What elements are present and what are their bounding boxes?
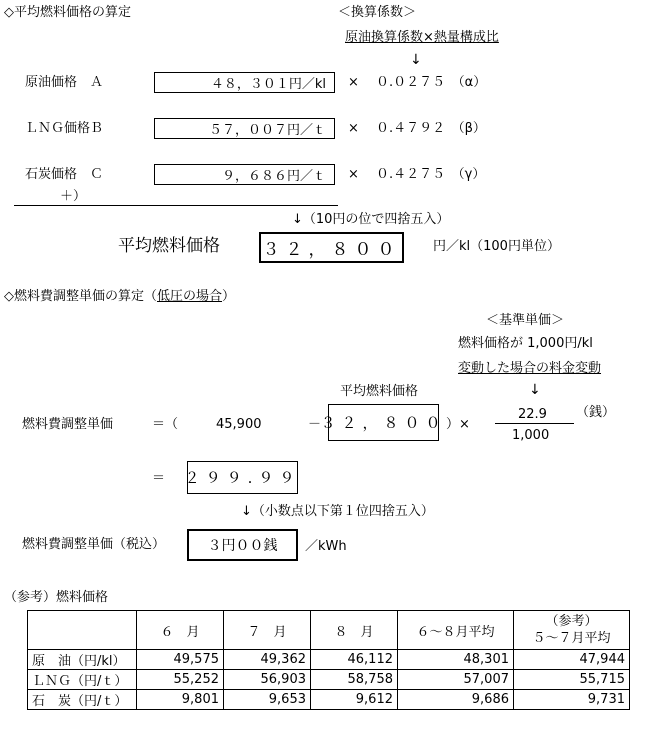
row-label: 石 炭（円/ｔ） <box>28 690 137 710</box>
down-arrow: ↓ <box>529 382 541 398</box>
section2-title: ◇燃料費調整単価の算定（低圧の場合） <box>4 289 236 304</box>
equals-sign: ＝ <box>152 471 166 486</box>
crude-price-box: ４８，３０１円／kl <box>154 72 335 93</box>
base-unit-line2: 変動した場合の料金変動 <box>458 361 602 376</box>
coal-price-box: ９，６８６円／ｔ <box>154 164 335 185</box>
table-cell: 9,612 <box>311 690 398 710</box>
times-sign: × <box>348 167 359 182</box>
plus-sign: ＋） <box>60 189 87 204</box>
sum-rule <box>14 205 338 206</box>
times-sign: × <box>348 75 359 90</box>
table-row <box>28 650 630 670</box>
average-price-operand-box: ３２，８００ <box>328 404 439 441</box>
average-price-unit: 円／kl（100円単位） <box>433 239 560 254</box>
fraction-denominator: 1,000 <box>512 428 550 443</box>
rounding-note-2: ↓（小数点以下第１位四捨五入） <box>241 504 434 519</box>
section1-title: ◇平均燃料価格の算定 <box>4 5 131 20</box>
table-cell: 57,007 <box>398 670 514 690</box>
table-cell: 49,362 <box>224 650 311 670</box>
average-price-label: 平均燃料価格 <box>118 236 220 256</box>
table-row <box>28 690 630 710</box>
reference-title: （参考）燃料価格 <box>4 590 109 605</box>
result-box: ２９９.９９ <box>187 461 298 494</box>
down-arrow: ↓ <box>410 52 422 68</box>
table-cell: 9,686 <box>398 690 514 710</box>
table-cell: 48,301 <box>398 650 514 670</box>
table-cell: 9,653 <box>224 690 311 710</box>
sen-unit: （銭） <box>576 405 616 420</box>
table-header-cell: ６ 月 <box>137 611 224 650</box>
row-label: ＬＮＧ（円/ｔ） <box>28 670 137 690</box>
coefficient-header: ＜換算係数＞ <box>338 5 417 20</box>
base-value: 45,900 <box>216 417 262 432</box>
tax-included-unit: ／kWh <box>305 539 347 554</box>
table-header-cell <box>28 611 137 650</box>
fraction-numerator: 22.9 <box>518 407 547 422</box>
table-header-cell: （参考） ５～７月平均 <box>514 611 630 650</box>
table-cell: 9,801 <box>137 690 224 710</box>
coefficient-subheader: 原油換算係数×熱量構成比 <box>345 30 499 45</box>
average-price-small-label: 平均燃料価格 <box>340 384 419 399</box>
table-cell: 9,731 <box>514 690 630 710</box>
equals-open: ＝（ <box>152 417 179 432</box>
table-cell: 55,715 <box>514 670 630 690</box>
base-unit-line1: 燃料価格が 1,000円/kl <box>458 336 593 351</box>
table-cell: 56,903 <box>224 670 311 690</box>
close-times: ）× <box>446 417 470 432</box>
crude-coefficient: ０.０２７５ （α） <box>376 75 487 90</box>
lng-coefficient: ０.４７９２ （β） <box>376 121 486 136</box>
coal-label: 石炭価格 Ｃ <box>25 167 104 182</box>
coal-coefficient: ０.４２７５ （γ） <box>376 167 486 182</box>
table-cell: 49,575 <box>137 650 224 670</box>
table-cell: 55,252 <box>137 670 224 690</box>
table-header-cell: ７ 月 <box>224 611 311 650</box>
reference-price-table <box>27 610 630 710</box>
average-price-box: ３２，８００ <box>259 232 404 263</box>
row-label: 原 油（円/kl） <box>28 650 137 670</box>
table-row <box>28 670 630 690</box>
crude-label: 原油価格 Ａ <box>25 75 104 90</box>
table-header-cell: ８ 月 <box>311 611 398 650</box>
tax-included-value-box: ３円００銭 <box>187 529 298 561</box>
fraction-bar <box>495 423 574 424</box>
times-sign: × <box>348 121 359 136</box>
table-header-row <box>28 611 630 650</box>
tax-included-label: 燃料費調整単価（税込） <box>22 537 166 552</box>
table-header-cell: ６～８月平均 <box>398 611 514 650</box>
table-cell: 58,758 <box>311 670 398 690</box>
fuel-adjustment-label: 燃料費調整単価 <box>22 417 114 432</box>
table-cell: 46,112 <box>311 650 398 670</box>
rounding-note: ↓（10円の位で四捨五入） <box>292 212 450 227</box>
minus-sign: － <box>308 417 322 432</box>
base-unit-header: ＜基準単価＞ <box>486 313 565 328</box>
lng-price-box: ５７，００７円／ｔ <box>154 118 335 139</box>
table-cell: 47,944 <box>514 650 630 670</box>
lng-label: ＬＮＧ価格Ｂ <box>25 121 104 136</box>
